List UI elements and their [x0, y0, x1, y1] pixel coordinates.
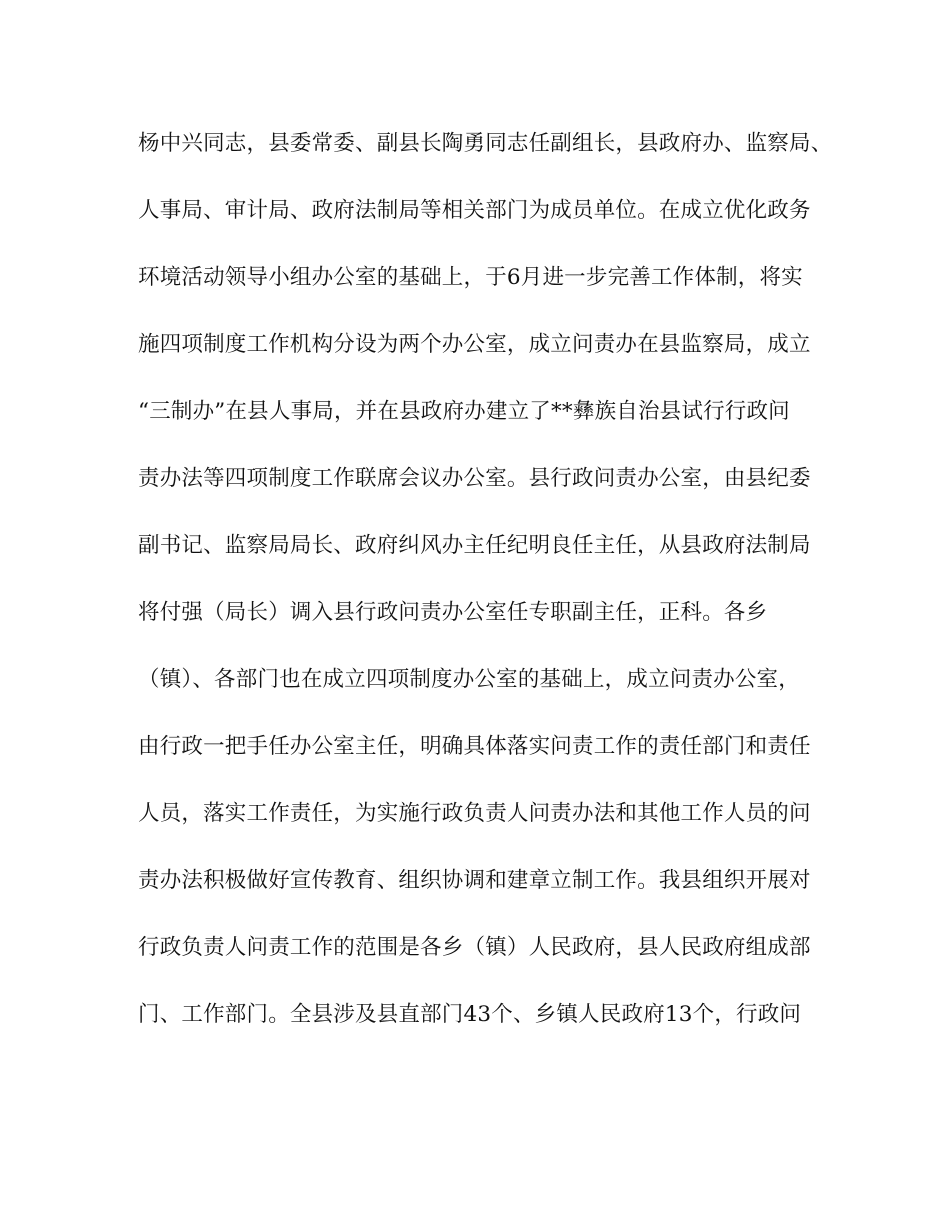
text-line: 由行政一把手任办公室主任，明确具体落实问责工作的责任部门和责任 [138, 734, 811, 759]
text-line: 门、工作部门。全县涉及县直部门43个、乡镇人民政府13个，行政问 [138, 1002, 802, 1027]
text-line: 杨中兴同志，县委常委、副县长陶勇同志任副组长，县政府办、监察局、 [138, 131, 833, 156]
text-line: 行政负责人问责工作的范围是各乡（镇）人民政府，县人民政府组成部 [138, 935, 811, 960]
text-line: 环境活动领导小组办公室的基础上，于6月进一步完善工作体制，将实 [138, 265, 803, 290]
text-line: 人事局、审计局、政府法制局等相关部门为成员单位。在成立优化政务 [138, 198, 811, 223]
text-line: “三制办”在县人事局，并在县政府办建立了**彝族自治县试行行政问 [138, 399, 790, 424]
text-line: 副书记、监察局局长、政府纠风办主任纪明良任主任，从县政府法制局 [138, 533, 811, 558]
body-paragraph [138, 121, 833, 1059]
text-line: 责办法积极做好宣传教育、组织协调和建章立制工作。我县组织开展对 [138, 868, 811, 893]
text-line: 将付强（局长）调入县行政问责办公室任专职副主任，正科。各乡 [138, 600, 768, 625]
text-line: （镇）、各部门也在成立四项制度办公室的基础上，成立问责办公室， [138, 667, 800, 692]
text-line: 人员，落实工作责任，为实施行政负责人问责办法和其他工作人员的问 [138, 801, 811, 826]
text-line: 施四项制度工作机构分设为两个办公室，成立问责办在县监察局，成立 [138, 332, 811, 357]
text-line: 责办法等四项制度工作联席会议办公室。县行政问责办公室，由县纪委 [138, 466, 811, 491]
